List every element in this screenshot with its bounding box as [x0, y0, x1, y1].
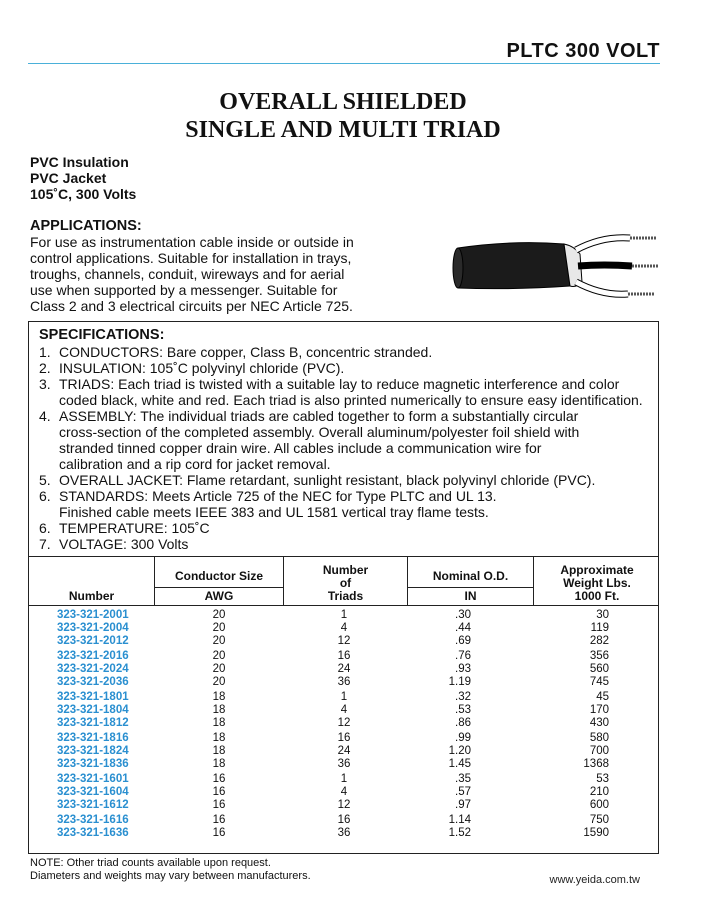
cell-od: .99	[455, 732, 471, 745]
applications-line: use when supported by a messenger. Suitable for	[30, 282, 338, 298]
cable-illustration	[452, 226, 662, 306]
cell-weight: 1590	[583, 827, 609, 840]
table-row	[29, 676, 658, 689]
cell-triads: 16	[337, 732, 351, 745]
cell-number: 323-321-1812	[57, 717, 129, 729]
spec-item: 7. VOLTAGE: 300 Volts	[39, 536, 189, 552]
cable-properties	[30, 154, 136, 202]
property-rating: 105˚C, 300 Volts	[30, 186, 137, 202]
cell-awg: 18	[212, 691, 226, 704]
specifications-heading: SPECIFICATIONS:	[39, 327, 165, 343]
cell-triads: 1	[340, 773, 348, 786]
cell-awg: 18	[212, 745, 226, 758]
applications-line: Class 2 and 3 electrical circuits per NEC Article 725.	[30, 298, 353, 314]
cell-od: 1.19	[448, 675, 471, 688]
cell-triads: 1	[340, 691, 348, 704]
cell-od: 1.45	[448, 758, 471, 771]
product-table	[28, 557, 659, 854]
table-row	[29, 732, 658, 745]
col-header-weight: Approximate Weight Lbs. 1000 Ft.	[560, 563, 634, 603]
website-url: www.yeida.com.tw	[549, 874, 640, 886]
cell-number: 323-321-1816	[57, 732, 129, 745]
cell-weight: 170	[589, 704, 609, 717]
applications-line: For use as instrumentation cable inside or outside in	[30, 234, 354, 250]
table-row	[29, 622, 658, 635]
cell-number: 323-321-1604	[57, 786, 129, 799]
cell-od: .97	[455, 799, 471, 812]
col-header-od: Nominal O.D. IN	[432, 569, 509, 603]
cell-weight: 600	[589, 799, 609, 812]
cell-od: .32	[455, 691, 471, 704]
cell-triads: 12	[337, 717, 351, 729]
cell-weight: 430	[589, 717, 609, 729]
cell-awg: 20	[212, 621, 226, 634]
table-row	[29, 799, 658, 812]
table-row	[29, 814, 658, 827]
cell-number: 323-321-1636	[57, 827, 129, 840]
cell-number: 323-321-2036	[57, 675, 129, 688]
cell-awg: 18	[212, 704, 226, 717]
cell-triads: 4	[340, 621, 348, 634]
cable-wire-black	[578, 265, 632, 266]
applications-heading: APPLICATIONS:	[30, 218, 142, 234]
spec-item: 4. ASSEMBLY: The individual triads are cabled together to form a substantially circular cross-section of the completed assembly. Overall aluminum/polyester foil shield with stranded tinned copper drain wire. All cables include a communication wire for calibration and a rip cord for jacket removal.	[39, 408, 580, 472]
spec-item: 6. TEMPERATURE: 105˚C	[39, 520, 210, 536]
spec-item: 5. OVERALL JACKET: Flame retardant, sunlight resistant, black polyvinyl chloride (PVC).	[39, 472, 596, 488]
title-line-1: OVERALL SHIELDED	[219, 89, 467, 115]
cell-awg: 16	[212, 773, 226, 786]
cell-weight: 356	[589, 650, 609, 663]
cell-triads: 16	[337, 650, 351, 663]
cell-od: .44	[455, 621, 471, 634]
cell-triads: 1	[340, 609, 348, 621]
cable-jacket-end	[453, 248, 463, 288]
property-insulation: PVC Insulation	[30, 154, 129, 170]
cell-weight: 745	[589, 675, 609, 688]
footnote	[30, 857, 311, 883]
cell-triads: 36	[337, 827, 351, 840]
table-row	[29, 717, 658, 730]
cell-triads: 24	[337, 663, 351, 675]
cell-number: 323-321-1601	[57, 773, 129, 786]
cell-awg: 16	[212, 814, 226, 827]
table-row	[29, 650, 658, 663]
cell-number: 323-321-1836	[57, 758, 129, 771]
cell-od: .57	[455, 786, 471, 799]
applications-text	[30, 234, 390, 314]
cell-weight: 1368	[583, 758, 609, 771]
col-header-conductor: Conductor Size AWG	[174, 569, 263, 603]
cell-weight: 53	[596, 773, 609, 786]
cable-jacket	[458, 243, 570, 289]
cell-od: 1.20	[448, 745, 471, 758]
cell-triads: 12	[337, 634, 351, 647]
spec-item: 6. STANDARDS: Meets Article 725 of the NEC for Type PLTC and UL 13. Finished cable meets IEEE 383 and UL 1581 vertical tray flame tests.	[39, 488, 497, 520]
specifications-list	[39, 344, 654, 552]
cell-awg: 16	[212, 799, 226, 812]
note-line: Diameters and weights may vary between manufacturers.	[30, 870, 311, 882]
cell-weight: 750	[589, 814, 609, 827]
document-title	[0, 88, 686, 144]
cell-awg: 18	[212, 732, 226, 745]
cell-weight: 580	[589, 732, 609, 745]
cell-number: 323-321-2024	[57, 663, 129, 675]
note-line: NOTE: Other triad counts available upon request.	[30, 857, 271, 869]
table-row	[29, 745, 658, 758]
cell-number: 323-321-2004	[57, 621, 129, 634]
cell-number: 323-321-1616	[57, 814, 129, 827]
cell-weight: 45	[596, 691, 609, 704]
cell-triads: 4	[340, 786, 348, 799]
title-line-2: SINGLE AND MULTI TRIAD	[185, 117, 501, 143]
applications-line: control applications. Suitable for installation in trays,	[30, 250, 352, 266]
cell-awg: 20	[212, 650, 226, 663]
table-row	[29, 786, 658, 799]
page-header-title: PLTC 300 VOLT	[506, 40, 660, 62]
cell-triads: 36	[337, 758, 351, 771]
cell-awg: 16	[212, 786, 226, 799]
cell-triads: 16	[337, 814, 351, 827]
cell-triads: 24	[337, 745, 351, 758]
spec-item: 3. TRIADS: Each triad is twisted with a suitable lay to reduce magnetic interference and color coded black, white and red. Each triad is also printed numerically to ensure easy identification.	[39, 376, 643, 408]
cell-number: 323-321-1801	[57, 691, 129, 704]
cell-od: .35	[455, 773, 471, 786]
cell-od: 1.14	[448, 814, 471, 827]
property-jacket: PVC Jacket	[30, 170, 107, 186]
cell-triads: 12	[337, 799, 351, 812]
cell-od: .69	[455, 634, 471, 647]
cell-number: 323-321-1824	[57, 745, 129, 758]
cell-weight: 210	[589, 786, 609, 799]
cell-od: .93	[455, 663, 471, 675]
cell-number: 323-321-1612	[57, 799, 129, 812]
cell-number: 323-321-1804	[57, 704, 129, 717]
table-row	[29, 635, 658, 648]
cell-od: .30	[455, 609, 471, 621]
col-header-triads: Number of Triads	[322, 563, 369, 603]
table-row	[29, 663, 658, 676]
spec-item: 1. CONDUCTORS: Bare copper, Class B, concentric stranded.	[39, 344, 433, 360]
cell-awg: 20	[212, 634, 226, 647]
spec-item: 2. INSULATION: 105˚C polyvinyl chloride (PVC).	[39, 360, 345, 376]
table-row	[29, 609, 658, 622]
applications-line: troughs, channels, conduit, wireways and for aerial	[30, 266, 345, 282]
cell-weight: 119	[590, 621, 609, 634]
cell-weight: 560	[589, 663, 609, 675]
table-row	[29, 827, 658, 840]
cell-number: 323-321-2016	[57, 650, 129, 663]
cell-number: 323-321-2001	[57, 609, 129, 621]
cell-triads: 4	[340, 704, 348, 717]
cell-awg: 20	[212, 663, 226, 675]
table-row	[29, 758, 658, 771]
cell-awg: 18	[212, 717, 226, 729]
table-row	[29, 773, 658, 786]
cell-awg: 18	[212, 758, 226, 771]
cell-awg: 20	[212, 609, 226, 621]
table-row	[29, 691, 658, 704]
cell-awg: 16	[212, 827, 226, 840]
cell-number: 323-321-2012	[57, 634, 129, 647]
header-divider	[28, 63, 660, 64]
cell-weight: 30	[596, 609, 609, 621]
cell-od: .53	[455, 704, 471, 717]
cell-weight: 282	[589, 634, 609, 647]
cell-od: 1.52	[448, 827, 471, 840]
col-header-number: Number	[68, 589, 115, 603]
cell-weight: 700	[589, 745, 609, 758]
table-row	[29, 704, 658, 717]
cell-od: .86	[455, 717, 471, 729]
cell-awg: 20	[212, 675, 226, 688]
cell-triads: 36	[337, 675, 351, 688]
cell-od: .76	[455, 650, 471, 663]
specifications-box	[28, 321, 659, 557]
